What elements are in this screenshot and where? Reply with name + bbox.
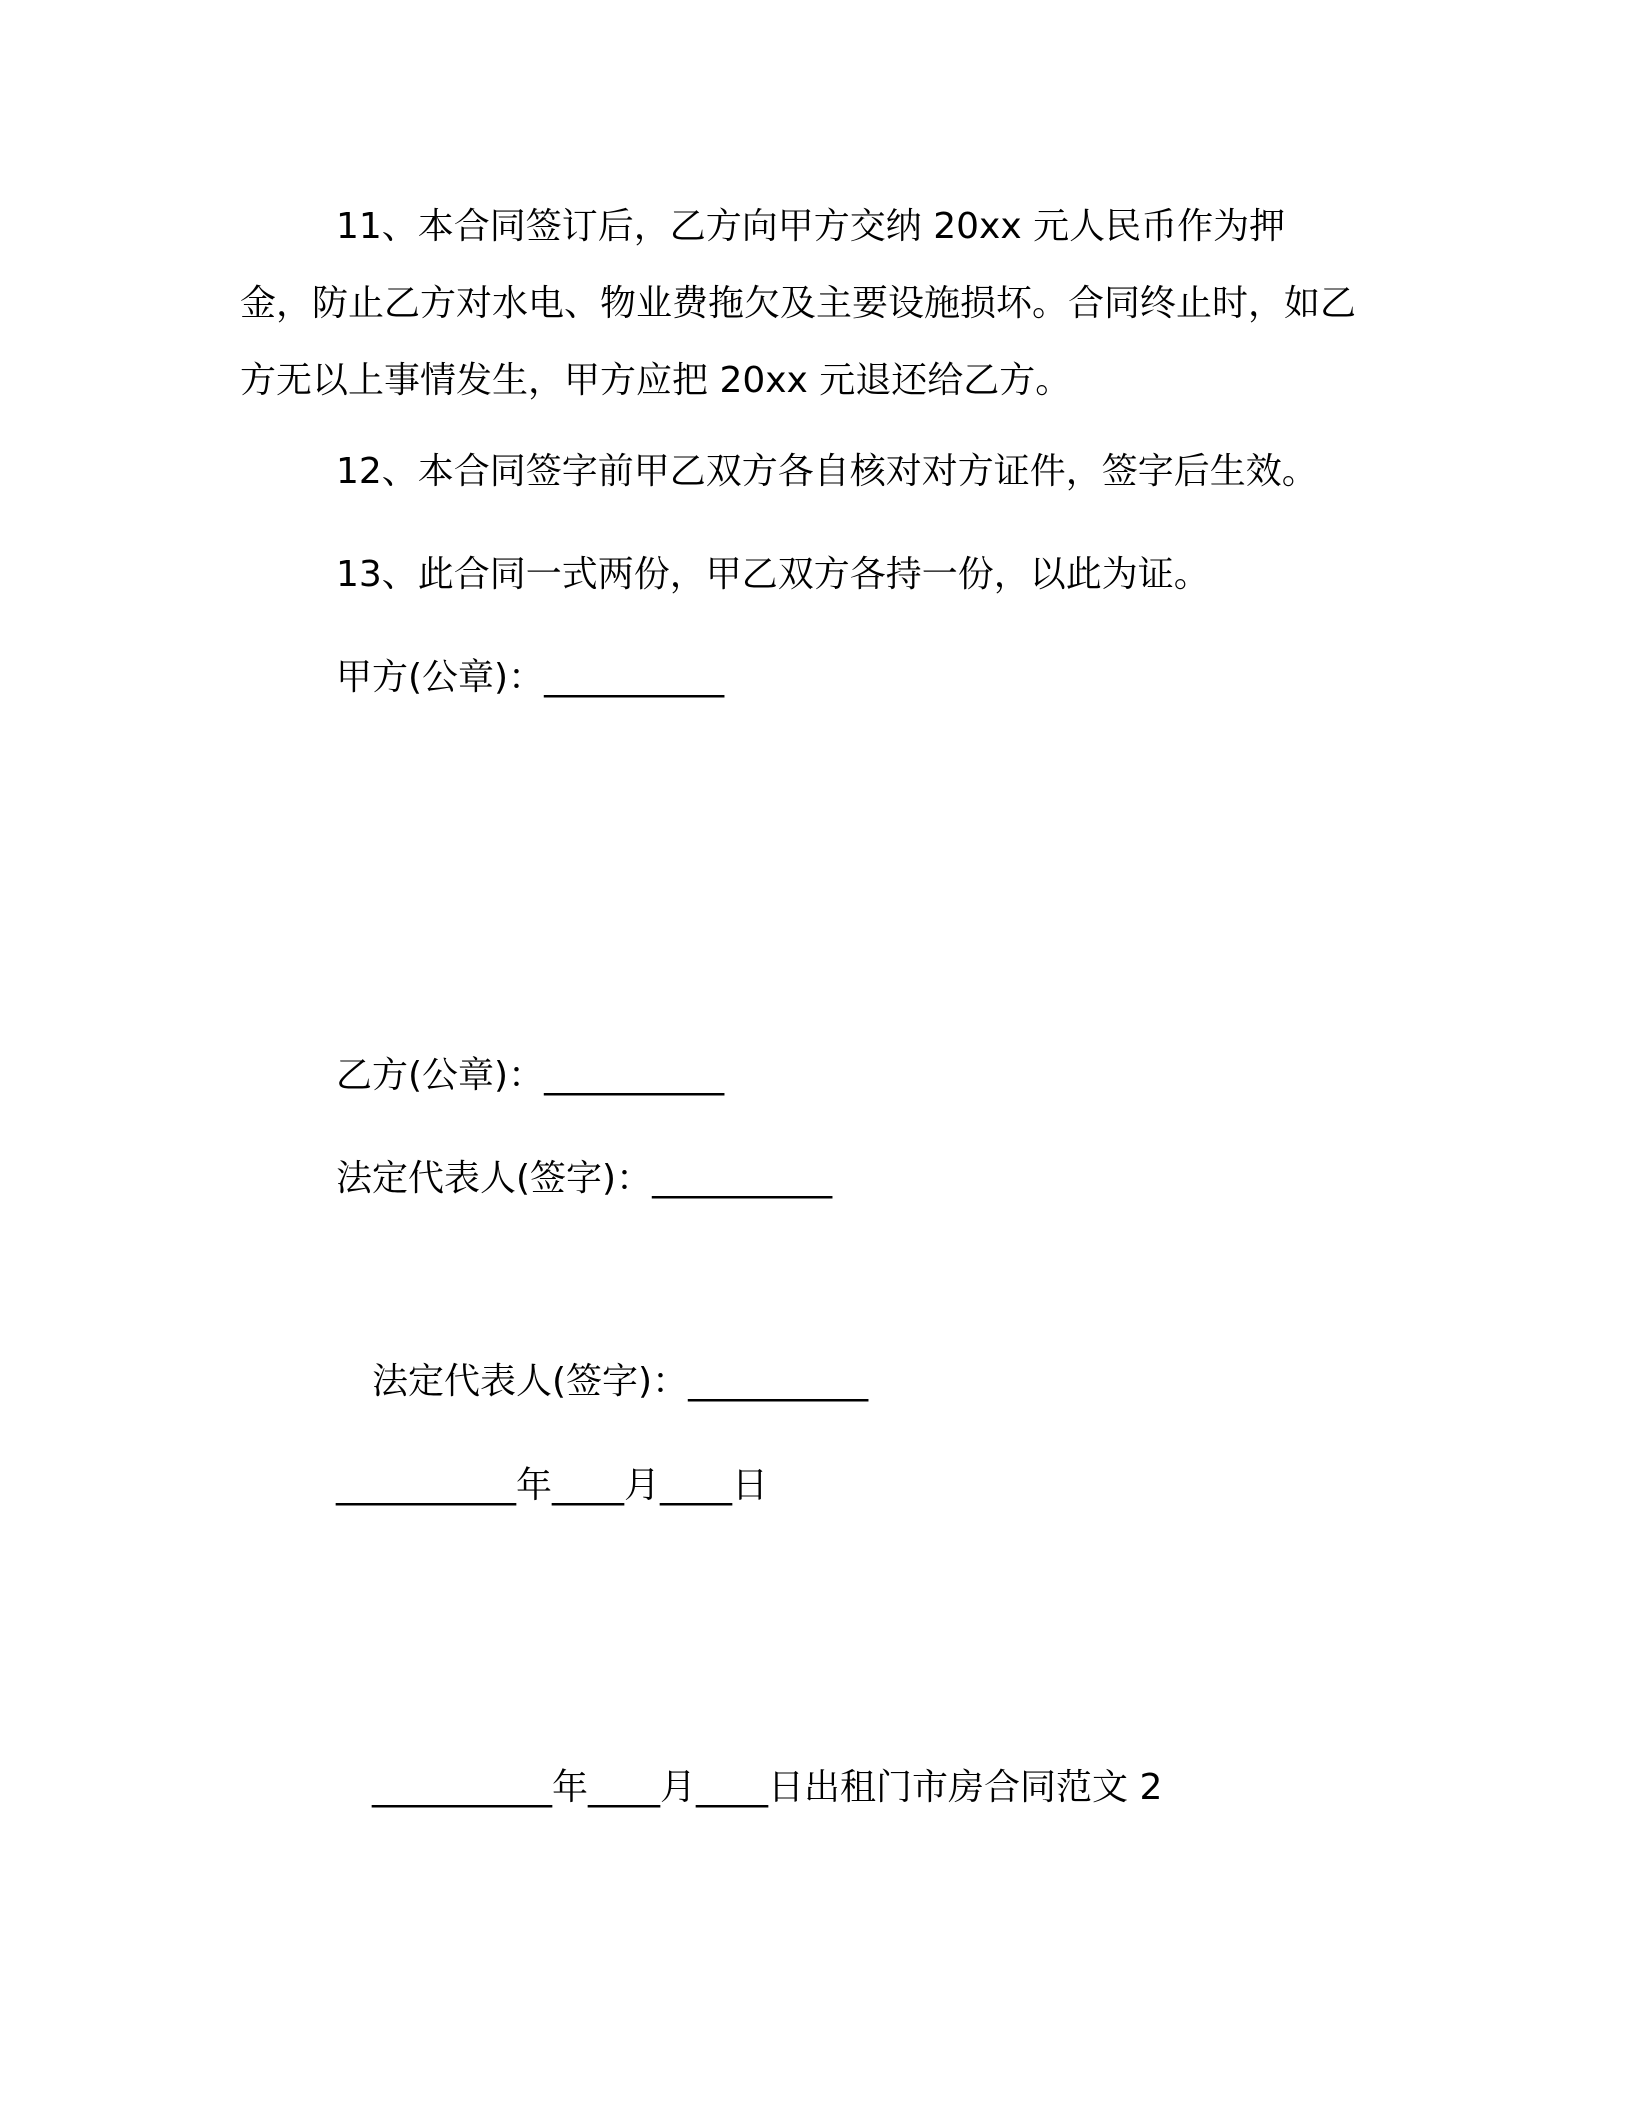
- legal-representative-line-1: 法定代表人(签字)：__________: [336, 1158, 833, 1199]
- footer-date-title-line: __________年____月____日出租门市房合同范文 2: [372, 1767, 1163, 1808]
- party-a-seal-line: 甲方(公章)：__________: [336, 657, 725, 698]
- clause-12-paragraph: 12、本合同签字前甲乙双方各自核对对方证件，签字后生效。: [336, 451, 1318, 492]
- legal-representative-line-2: 法定代表人(签字)：__________: [372, 1361, 869, 1402]
- clause-11-paragraph: 11、本合同签订后，乙方向甲方交纳 20xx 元人民币作为押金，防止乙方对水电、物业费拖欠及主要设施损坏。合同终止时，如乙方无以上事情发生，甲方应把 20xx 元退还给乙方。: [240, 206, 1357, 401]
- clause-13-paragraph: 13、此合同一式两份，甲乙双方各持一份，以此为证。: [336, 554, 1210, 595]
- party-b-seal-line: 乙方(公章)：__________: [336, 1055, 725, 1096]
- date-line: __________年____月____日: [336, 1465, 768, 1506]
